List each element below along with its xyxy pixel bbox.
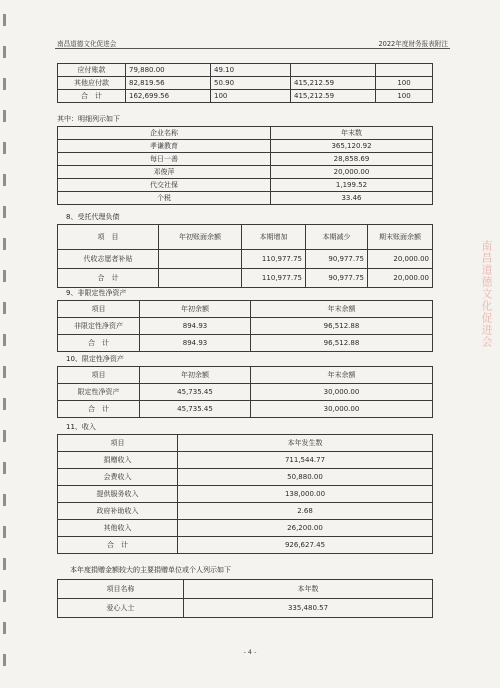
table-header-row — [58, 225, 433, 250]
cell: 110,977.75 — [242, 250, 306, 269]
cell — [376, 64, 433, 77]
binder-mark — [3, 270, 6, 282]
binder-mark — [3, 558, 6, 570]
binder-mark — [3, 206, 6, 218]
cell: 30,000.00 — [251, 401, 433, 418]
cell: 79,880.00 — [126, 64, 211, 77]
cell: 代收志愿者补贴 — [58, 250, 159, 269]
cell: 894.93 — [140, 335, 251, 352]
table-row — [58, 401, 433, 418]
cell: 每日一善 — [58, 153, 271, 166]
binder-mark — [3, 462, 6, 474]
cell: 50,880.00 — [178, 469, 433, 486]
table-row — [58, 166, 433, 179]
cell: 非限定性净资产 — [58, 318, 140, 335]
cell: 415,212.59 — [291, 77, 376, 90]
cell: 30,000.00 — [251, 384, 433, 401]
cell: 100 — [211, 90, 291, 103]
binder-mark — [3, 302, 6, 314]
section-11-title: 11、收入 — [66, 423, 96, 431]
cell: 138,000.00 — [178, 486, 433, 503]
table-row — [58, 179, 433, 192]
binder-mark — [3, 366, 6, 378]
cell: 926,627.45 — [178, 537, 433, 554]
cell: 应付账款 — [58, 64, 126, 77]
cell: 335,480.57 — [184, 599, 433, 618]
cell: 45,735.45 — [140, 384, 251, 401]
cell: 711,544.77 — [178, 452, 433, 469]
section-8-title: 8、受托代理负债 — [66, 213, 120, 221]
cell: 代交社保 — [58, 179, 271, 192]
column-header: 年末余额 — [251, 367, 433, 384]
cell: 提供服务收入 — [58, 486, 178, 503]
cell: 捐赠收入 — [58, 452, 178, 469]
table-row — [58, 384, 433, 401]
table-row — [58, 64, 433, 77]
table-row — [58, 269, 433, 288]
column-header: 期末账面余额 — [368, 225, 433, 250]
cell: 100 — [376, 77, 433, 90]
header-org: 南昌道德文化促进会 — [57, 40, 117, 48]
page-number: - 4 - — [243, 648, 257, 656]
cell: 邓俊萍 — [58, 166, 271, 179]
unrestricted-net-assets-table — [57, 300, 433, 352]
table-row — [58, 537, 433, 554]
cell: 33.46 — [271, 192, 433, 205]
cell: 415,212.59 — [291, 90, 376, 103]
cell: 20,000.00 — [368, 269, 433, 288]
cell: 合 计 — [58, 537, 178, 554]
cell: 162,699.56 — [126, 90, 211, 103]
binder-mark — [3, 238, 6, 250]
table-row — [58, 335, 433, 352]
table-row — [58, 318, 433, 335]
column-header: 本年发生数 — [178, 435, 433, 452]
column-header: 年初账面余额 — [159, 225, 242, 250]
binder-mark — [3, 142, 6, 154]
payables-table — [57, 63, 433, 103]
table-row — [58, 469, 433, 486]
binder-mark — [3, 174, 6, 186]
cell: 110,977.75 — [242, 269, 306, 288]
cell: 合 计 — [58, 401, 140, 418]
cell: 96,512.88 — [251, 335, 433, 352]
cell: 其他收入 — [58, 520, 178, 537]
column-header: 年末余额 — [251, 301, 433, 318]
header-rule — [55, 48, 450, 49]
table-header-row — [58, 301, 433, 318]
cell: 合 计 — [58, 90, 126, 103]
table-header-row — [58, 580, 433, 599]
cell: 政府补助收入 — [58, 503, 178, 520]
binder-mark — [3, 110, 6, 122]
cell: 合 计 — [58, 269, 159, 288]
entrusted-liabilities-table — [57, 224, 433, 288]
cell: 孝谦教育 — [58, 140, 271, 153]
cell: 45,735.45 — [140, 401, 251, 418]
cell: 其他应付款 — [58, 77, 126, 90]
section-9-title: 9、非限定性净资产 — [66, 289, 127, 297]
cell — [291, 64, 376, 77]
header-report-title: 2022年度财务报表附注 — [378, 40, 448, 48]
cell: 1,199.52 — [271, 179, 433, 192]
cell — [159, 269, 242, 288]
column-header: 项目 — [58, 301, 140, 318]
table-row — [58, 250, 433, 269]
binder-mark — [3, 78, 6, 90]
column-header: 本期增加 — [242, 225, 306, 250]
table-row — [58, 90, 433, 103]
donor-title: 本年度捐赠金额较大的主要捐赠单位或个人列示如下 — [70, 566, 231, 574]
detail-title: 其中：明细列示如下 — [57, 115, 120, 123]
table-row — [58, 192, 433, 205]
binder-mark — [3, 494, 6, 506]
binder-mark — [3, 430, 6, 442]
table-row — [58, 520, 433, 537]
table-row — [58, 140, 433, 153]
column-header: 项目名称 — [58, 580, 184, 599]
column-header: 本年数 — [184, 580, 433, 599]
cell: 26,200.00 — [178, 520, 433, 537]
column-header: 年初余额 — [140, 367, 251, 384]
table-row — [58, 77, 433, 90]
column-header: 企业名称 — [58, 127, 271, 140]
cell: 49.10 — [211, 64, 291, 77]
cell: 90,977.75 — [306, 269, 368, 288]
cell: 20,000.00 — [368, 250, 433, 269]
income-table — [57, 434, 433, 554]
binder-mark — [3, 622, 6, 634]
seal-stamp: 南昌道德文化促进会 — [480, 240, 493, 348]
binder-mark — [3, 46, 6, 58]
cell: 82,819.56 — [126, 77, 211, 90]
table-row — [58, 599, 433, 618]
column-header: 年末数 — [271, 127, 433, 140]
section-10-title: 10、限定性净资产 — [66, 355, 124, 363]
detail-table — [57, 126, 433, 205]
cell: 爱心人士 — [58, 599, 184, 618]
binder-mark — [3, 526, 6, 538]
column-header: 项 目 — [58, 225, 159, 250]
cell: 28,858.69 — [271, 153, 433, 166]
cell: 365,120.92 — [271, 140, 433, 153]
cell — [159, 250, 242, 269]
cell: 限定性净资产 — [58, 384, 140, 401]
cell: 个税 — [58, 192, 271, 205]
table-row — [58, 486, 433, 503]
binder-mark — [3, 398, 6, 410]
table-header-row — [58, 435, 433, 452]
cell: 2.68 — [178, 503, 433, 520]
cell: 894.93 — [140, 318, 251, 335]
table-row — [58, 153, 433, 166]
table-header-row — [58, 367, 433, 384]
binder-mark — [3, 334, 6, 346]
cell: 合 计 — [58, 335, 140, 352]
cell: 90,977.75 — [306, 250, 368, 269]
column-header: 年初余额 — [140, 301, 251, 318]
cell: 会费收入 — [58, 469, 178, 486]
cell: 20,000.00 — [271, 166, 433, 179]
table-row — [58, 452, 433, 469]
table-row — [58, 503, 433, 520]
column-header: 项目 — [58, 435, 178, 452]
cell: 96,512.88 — [251, 318, 433, 335]
column-header: 本期减少 — [306, 225, 368, 250]
cell: 50.90 — [211, 77, 291, 90]
column-header: 项目 — [58, 367, 140, 384]
table-header-row — [58, 127, 433, 140]
cell: 100 — [376, 90, 433, 103]
binder-mark — [3, 590, 6, 602]
restricted-net-assets-table — [57, 366, 433, 418]
binder-mark — [3, 14, 6, 26]
donor-table — [57, 579, 433, 618]
